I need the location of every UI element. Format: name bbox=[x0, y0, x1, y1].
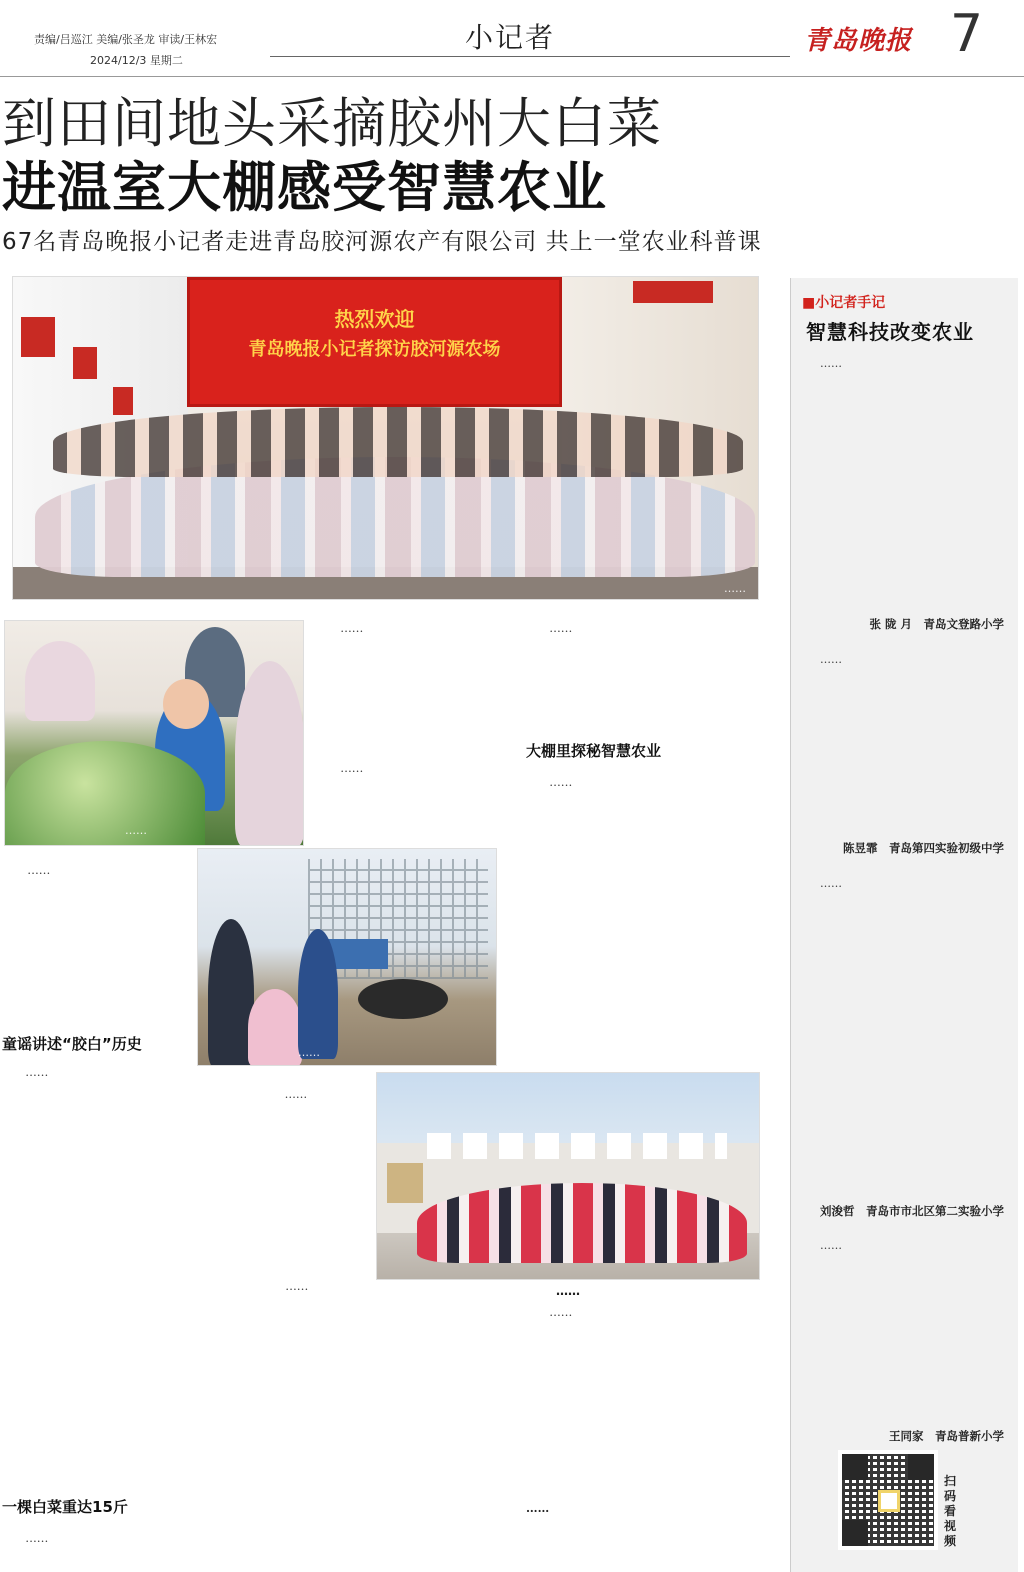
sidebar-title: 智慧科技改变农业 bbox=[806, 320, 974, 344]
article-intro: …… bbox=[27, 863, 51, 877]
article-greenhouse: …… bbox=[549, 775, 573, 789]
banner-welcome: 热烈欢迎 bbox=[334, 307, 415, 331]
sidebar-entry-3: …… bbox=[820, 877, 842, 890]
sidebar-entry-4: …… bbox=[820, 1239, 842, 1252]
article-mid-left: …… bbox=[284, 1088, 308, 1101]
article-pick: …… bbox=[25, 1531, 49, 1545]
issue-date: 2024/12/3 星期二 bbox=[90, 54, 183, 67]
article-mid-right: …… bbox=[285, 1279, 309, 1293]
cabbage-photo-caption: …… bbox=[125, 824, 147, 837]
article-credits: …… bbox=[526, 1501, 550, 1515]
article-col-b: …… bbox=[340, 761, 364, 775]
group-photo-caption: …… bbox=[724, 582, 746, 595]
qr-code[interactable] bbox=[838, 1450, 938, 1550]
subheadline: 67名青岛晚报小记者走进青岛胶河源农产有限公司 共上一堂农业科普课 bbox=[2, 229, 762, 255]
article-bottom-right: …… bbox=[549, 1305, 573, 1319]
article-col-c: …… bbox=[549, 621, 573, 635]
certificate-photo-caption: …… bbox=[556, 1284, 580, 1298]
sidebar-author-1: 张 陇 月 青岛文登路小学 bbox=[869, 617, 1004, 631]
headline-line1: 到田间地头采摘胶州大白菜 bbox=[2, 92, 662, 155]
editor-credits: 责编/吕巡江 美编/张圣龙 审读/王林宏 bbox=[34, 33, 218, 46]
article-col-a: …… bbox=[340, 621, 364, 635]
sidebar-author-4: 王同家 青岛普新小学 bbox=[889, 1429, 1004, 1443]
qr-logo-icon bbox=[878, 1490, 900, 1512]
newspaper-logo: 青岛晚报 bbox=[804, 26, 913, 56]
plant-photo-caption: …… bbox=[298, 1046, 320, 1059]
plant-photo bbox=[197, 848, 497, 1066]
heading-history: 童谣讲述“胶白”历史 bbox=[2, 1035, 142, 1053]
sidebar-tag-text: ■小记者手记 bbox=[802, 295, 886, 311]
qr-label: 扫码看视频 bbox=[944, 1474, 957, 1548]
heading-pick: 一棵白菜重达15斤 bbox=[2, 1498, 128, 1516]
article-history: …… bbox=[25, 1065, 49, 1079]
headline-line2: 进温室大棚感受智慧农业 bbox=[2, 156, 607, 219]
cabbage-photo bbox=[4, 620, 304, 846]
banner-title: 青岛晚报小记者探访胶河源农场 bbox=[248, 339, 501, 360]
sidebar-author-2: 陈昱霏 青岛第四实验初级中学 bbox=[843, 841, 1004, 855]
sidebar-entry-1: …… bbox=[820, 357, 842, 370]
sidebar-author-3: 刘浚哲 青岛市市北区第二实验小学 bbox=[820, 1204, 1004, 1218]
section-name: 小记者 bbox=[464, 21, 555, 54]
sidebar-tag bbox=[802, 292, 885, 312]
group-photo bbox=[12, 276, 759, 600]
heading-greenhouse: 大棚里探秘智慧农业 bbox=[526, 742, 662, 760]
sidebar-entry-2: …… bbox=[820, 653, 842, 666]
page-number: 7 bbox=[950, 4, 984, 64]
certificate-photo bbox=[376, 1072, 760, 1280]
